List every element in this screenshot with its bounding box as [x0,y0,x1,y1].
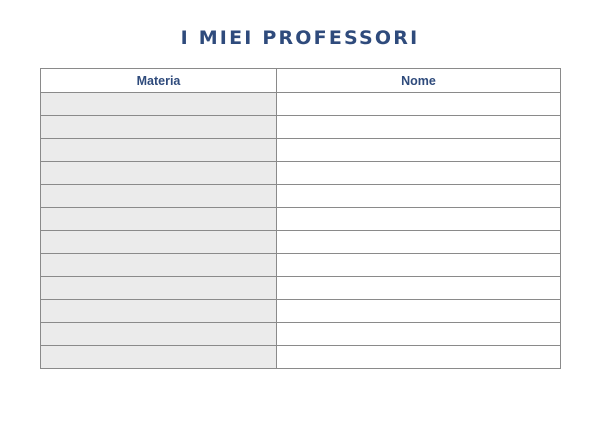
materia-cell[interactable] [41,93,277,116]
materia-cell[interactable] [41,139,277,162]
column-header-nome: Nome [277,69,561,93]
table-row [41,139,561,162]
table-row [41,116,561,139]
table-row [41,208,561,231]
nome-cell[interactable] [277,139,561,162]
nome-cell[interactable] [277,162,561,185]
nome-cell[interactable] [277,208,561,231]
nome-cell[interactable] [277,93,561,116]
nome-cell[interactable] [277,277,561,300]
table-row [41,93,561,116]
table-header-row [41,69,561,93]
nome-cell[interactable] [277,254,561,277]
nome-cell[interactable] [277,346,561,369]
column-header-materia: Materia [41,69,277,93]
table-row [41,300,561,323]
materia-cell[interactable] [41,346,277,369]
nome-cell[interactable] [277,231,561,254]
table-row [41,162,561,185]
nome-cell[interactable] [277,185,561,208]
table-body [41,93,561,369]
page-title: I MIEI PROFESSORI [180,27,420,49]
materia-cell[interactable] [41,185,277,208]
teachers-table [40,68,561,369]
table-row [41,277,561,300]
nome-cell[interactable] [277,323,561,346]
materia-cell[interactable] [41,162,277,185]
materia-cell[interactable] [41,254,277,277]
materia-cell[interactable] [41,277,277,300]
table-row [41,323,561,346]
table-row [41,185,561,208]
materia-cell[interactable] [41,323,277,346]
materia-cell[interactable] [41,300,277,323]
materia-cell[interactable] [41,208,277,231]
materia-cell[interactable] [41,116,277,139]
table-row [41,231,561,254]
nome-cell[interactable] [277,300,561,323]
table-row [41,346,561,369]
materia-cell[interactable] [41,231,277,254]
nome-cell[interactable] [277,116,561,139]
table-row [41,254,561,277]
